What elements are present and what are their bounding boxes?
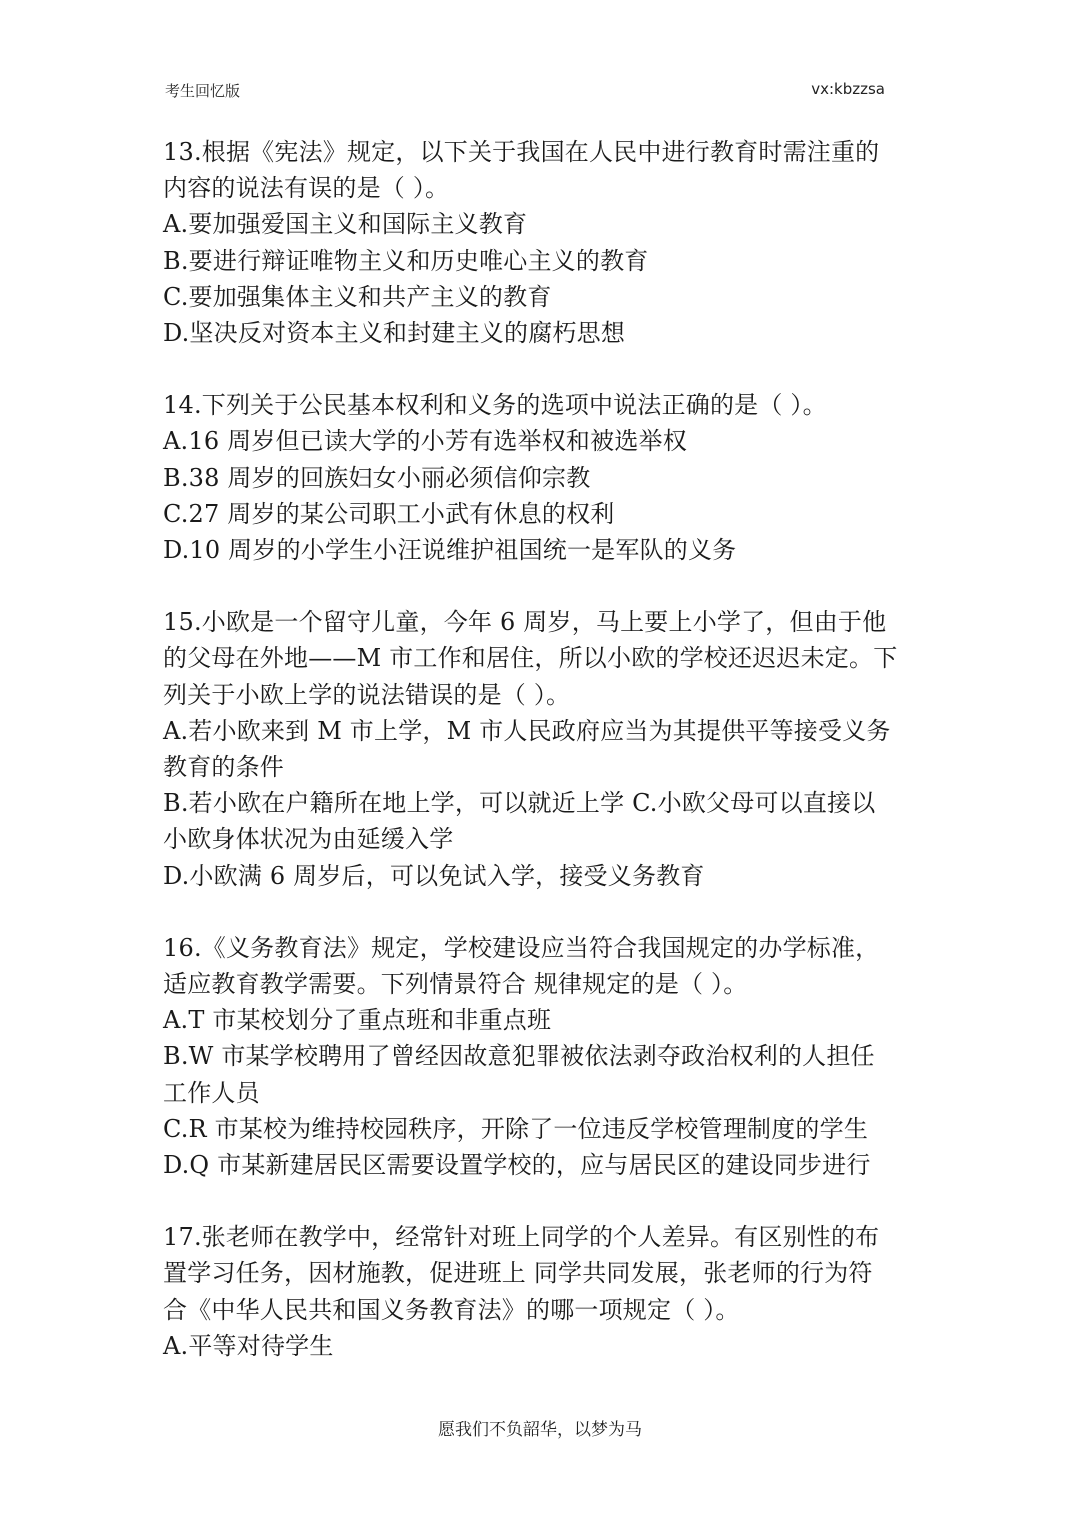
question-14 (163, 387, 923, 568)
question-text: 列关于小欧上学的说法错误的是（ ）。 (163, 680, 571, 709)
question-text: 16.《义务教育法》规定，学校建设应当符合我国规定的办学标准， (163, 933, 880, 962)
option-a: A.平等对待学生 (163, 1331, 334, 1360)
header-label: 考生回忆版 (165, 82, 241, 100)
question-text: 内容的说法有误的是（ ）。 (163, 174, 450, 203)
question-text: 13.根据《宪法》规定，以下关于我国在人民中进行教育时需注重的 (163, 138, 880, 166)
question-text: 适应教育教学需要。下列情景符合 规律规定的是（ ）。 (163, 970, 748, 999)
question-text: 14.下列关于公民基本权利和义务的选项中说法正确的是（ ）。 (163, 391, 827, 420)
option-d: D.小欧满 6 周岁后，可以免试入学，接受义务教育 (163, 861, 705, 890)
option-c: C.R 市某校为维持校园秩序，开除了一位违反学校管理制度的学生 (163, 1114, 869, 1143)
option-a-continued: 教育的条件 (163, 753, 284, 782)
option-c: C.要加强集体主义和共产主义的教育 (163, 282, 552, 311)
question-15 (163, 604, 923, 894)
option-a: A.要加强爱国主义和国际主义教育 (163, 210, 528, 239)
option-a: A.16 周岁但已读大学的小芳有选举权和被选举权 (163, 427, 687, 456)
option-c-continued: 小欧身体状况为由延缓入学 (163, 825, 454, 854)
option-b-c: B.若小欧在户籍所在地上学，可以就近上学 C.小欧父母可以直接以 (163, 789, 876, 818)
question-text: 15.小欧是一个留守儿童，今年 6 周岁，马上要上小学了，但由于他 (163, 608, 887, 637)
question-text: 17.张老师在教学中，经常针对班上同学的个人差异。有区别性的布 (163, 1223, 880, 1252)
question-17 (163, 1219, 923, 1364)
question-text: 置学习任务，因材施教，促进班上 同学共同发展，张老师的行为符 (163, 1259, 873, 1288)
question-list (163, 134, 923, 1400)
question-16 (163, 930, 923, 1183)
option-b: B.W 市某学校聘用了曾经因故意犯罪被依法剥夺政治权利的人担任 (163, 1042, 875, 1071)
option-a: A.若小欧来到 M 市上学，M 市人民政府应当为其提供平等接受义务 (163, 716, 891, 745)
option-b-continued: 工作人员 (163, 1078, 260, 1107)
question-text: 的父母在外地——M 市工作和居住，所以小欧的学校还迟迟未定。下 (163, 644, 898, 673)
question-13 (163, 134, 923, 351)
question-text: 合《中华人民共和国义务教育法》的哪一项规定（ ）。 (163, 1295, 740, 1324)
option-b: B.要进行辩证唯物主义和历史唯心主义的教育 (163, 246, 649, 275)
option-a: A.T 市某校划分了重点班和非重点班 (163, 1006, 552, 1035)
page-footer: 愿我们不负韶华，以梦为马 (438, 1420, 642, 1440)
option-d: D.10 周岁的小学生小汪说维护祖国统一是军队的义务 (163, 536, 737, 565)
option-d: D.坚决反对资本主义和封建主义的腐朽思想 (163, 319, 626, 348)
page-header (165, 80, 885, 104)
header-contact: vx:kbzzsa (811, 80, 885, 98)
option-d: D.Q 市某新建居民区需要设置学校的，应与居民区的建设同步进行 (163, 1151, 871, 1180)
option-b: B.38 周岁的回族妇女小丽必须信仰宗教 (163, 463, 591, 492)
option-c: C.27 周岁的某公司职工小武有休息的权利 (163, 499, 615, 528)
